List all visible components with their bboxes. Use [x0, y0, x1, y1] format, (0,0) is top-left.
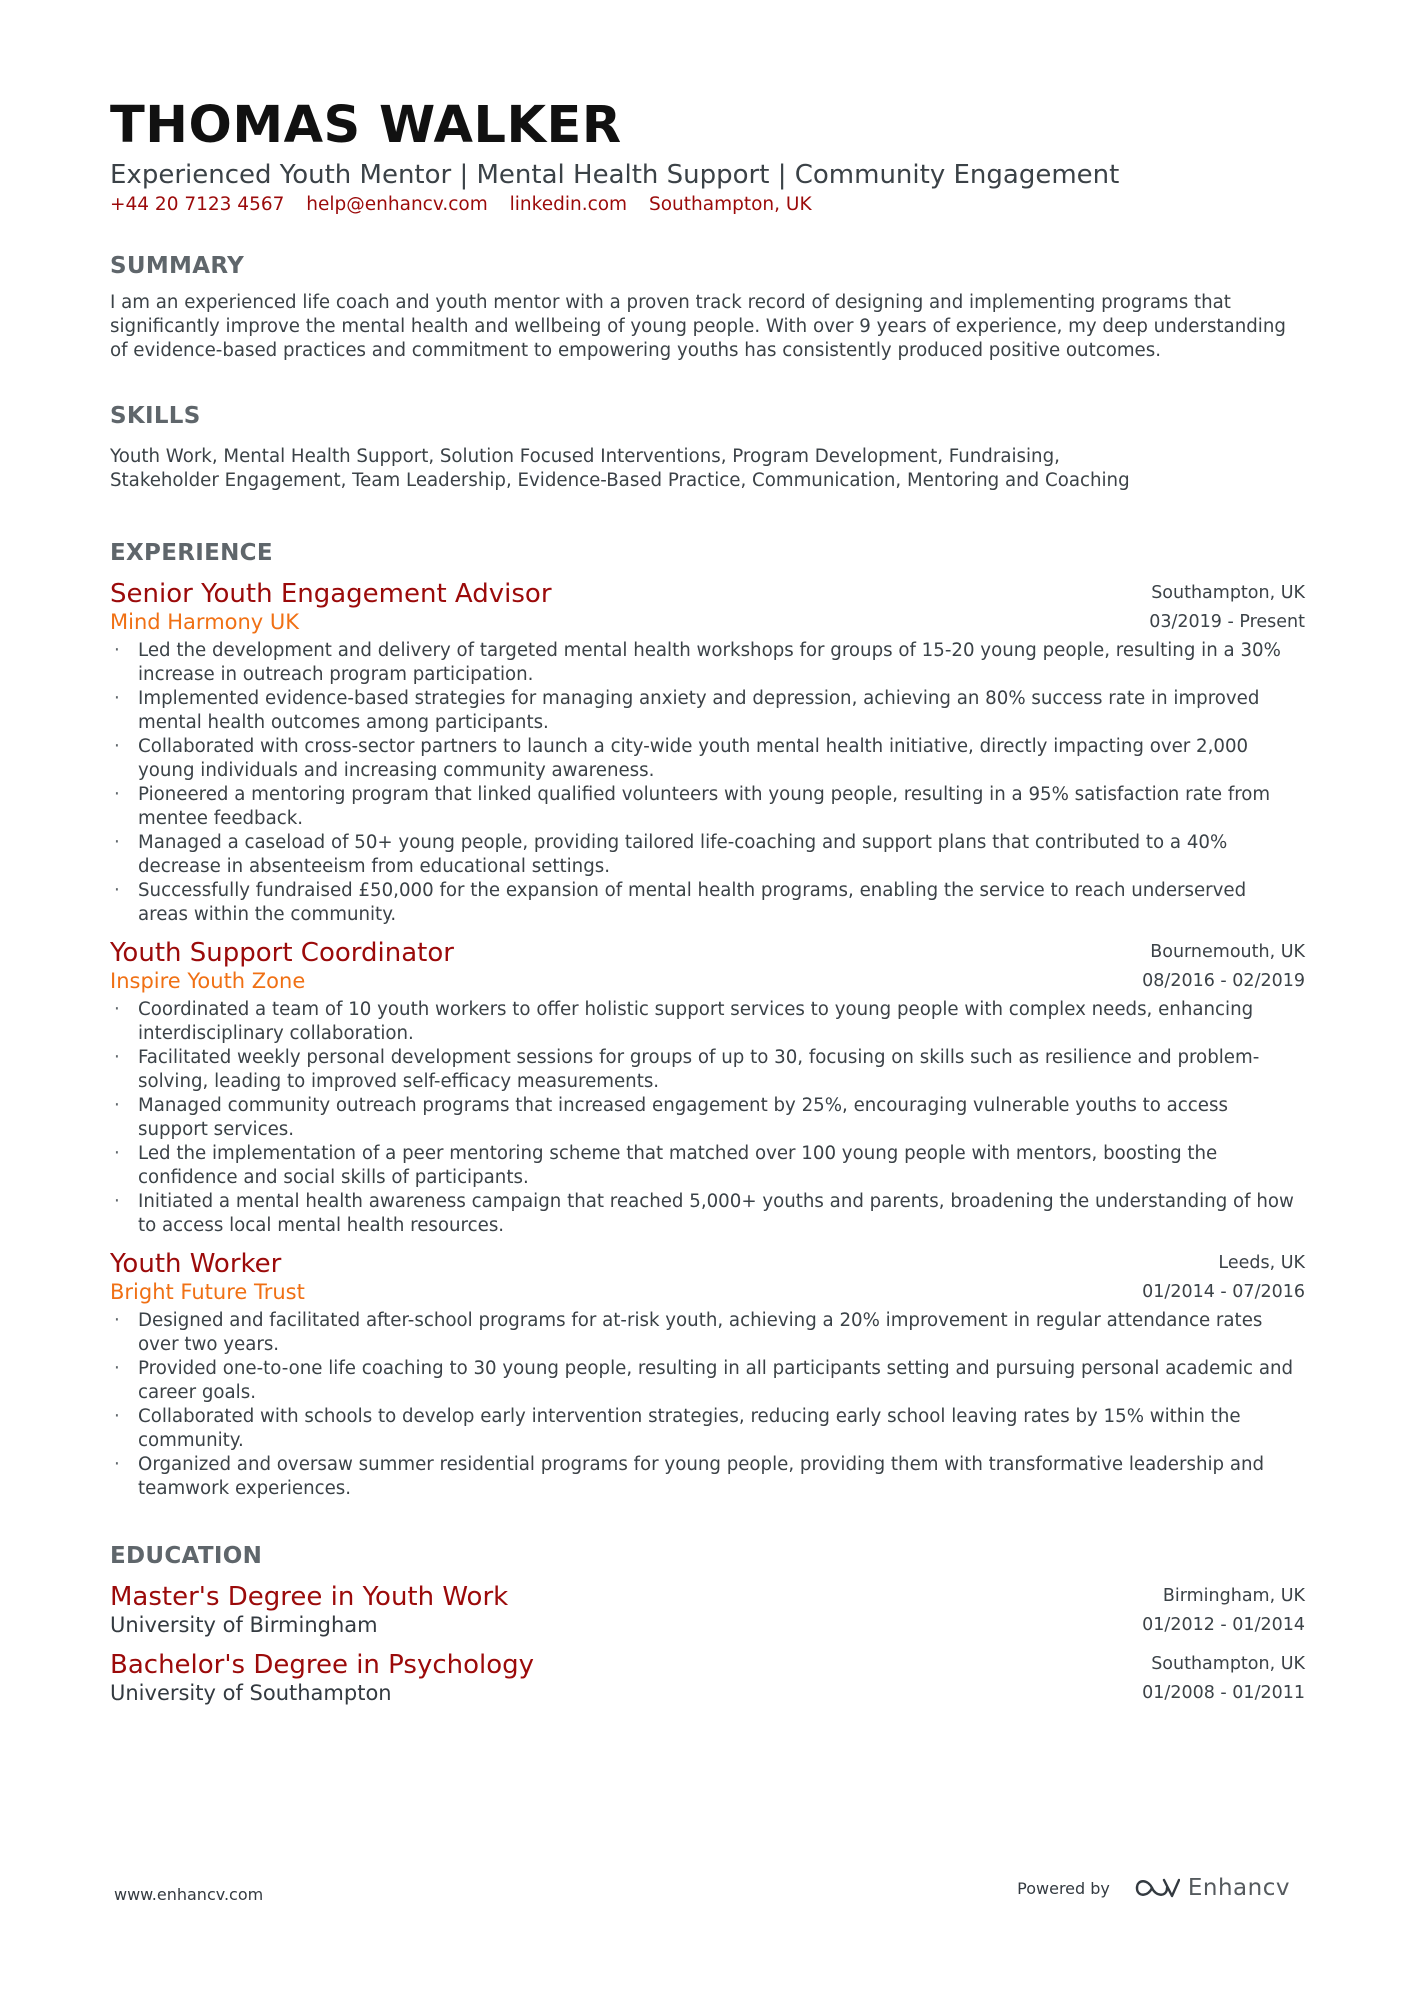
job-location: Southampton, UK [1151, 583, 1305, 603]
job-bullet: · Managed a caseload of 50+ young people, providing tailored life-coaching and support plans that contributed to a 40% decrease in absenteeism from educational settings. [110, 831, 1300, 879]
job-bullet: · Collaborated with schools to develop early intervention strategies, reducing early school leaving rates by 15% within the community. [110, 1405, 1300, 1453]
job-bullets [110, 639, 1305, 927]
education-entry [110, 1581, 1305, 1639]
job-entry [110, 1248, 1305, 1501]
job-dates: 03/2019 - Present [1149, 612, 1305, 632]
education-dates: 01/2008 - 01/2011 [1142, 1683, 1305, 1703]
brand-name: Enhancv [1187, 1875, 1290, 1901]
resume-page [110, 96, 1305, 1707]
job-bullets [110, 998, 1305, 1238]
powered-by-label: Powered by [1017, 1878, 1110, 1898]
contact-linkedin[interactable]: linkedin.com [509, 194, 628, 215]
education-school: University of Southampton [110, 1681, 392, 1705]
job-dates: 08/2016 - 02/2019 [1142, 971, 1305, 991]
contact-location: Southampton, UK [648, 194, 812, 215]
job-location: Bournemouth, UK [1150, 942, 1305, 962]
job-bullet: · Led the implementation of a peer mentoring scheme that matched over 100 young people with mentors, boosting the confidence and social skills of participants. [110, 1142, 1300, 1190]
job-title: Youth Worker [110, 1249, 282, 1279]
job-bullet: · Designed and facilitated after-school programs for at-risk youth, achieving a 20% improvement in regular attendance rates over two years. [110, 1309, 1300, 1357]
experience-heading: EXPERIENCE [110, 540, 273, 566]
education-school: University of Birmingham [110, 1613, 378, 1637]
summary-heading: SUMMARY [110, 253, 245, 279]
education-degree: Bachelor's Degree in Psychology [110, 1650, 535, 1680]
job-bullet: · Facilitated weekly personal development sessions for groups of up to 30, focusing on skills such as resilience and problem-solving, leading to improved self-efficacy measurements. [110, 1046, 1300, 1094]
job-company: Bright Future Trust [110, 1280, 305, 1304]
enhancv-logo[interactable] [1134, 1875, 1290, 1901]
job-bullet: · Provided one-to-one life coaching to 30 young people, resulting in all participants setting and pursuing personal academic and career goals. [110, 1357, 1300, 1405]
job-location: Leeds, UK [1218, 1253, 1305, 1273]
job-bullet: · Collaborated with cross-sector partners to launch a city-wide youth mental health initiative, directly impacting over 2,000 young individuals and increasing community awareness. [110, 735, 1300, 783]
job-dates: 01/2014 - 07/2016 [1142, 1282, 1305, 1302]
contact-line [110, 192, 1305, 218]
footer-website[interactable]: www.enhancv.com [114, 1885, 264, 1904]
job-bullets [110, 1309, 1305, 1501]
job-bullet: · Led the development and delivery of targeted mental health workshops for groups of 15-20 young people, resulting in a 30% increase in outreach program participation. [110, 639, 1300, 687]
job-bullet: · Initiated a mental health awareness campaign that reached 5,000+ youths and parents, broadening the understanding of how to access local mental health resources. [110, 1190, 1300, 1238]
job-bullet: · Managed community outreach programs that increased engagement by 25%, encouraging vulnerable youths to access support services. [110, 1094, 1300, 1142]
job-entry [110, 937, 1305, 1238]
contact-email[interactable]: help@enhancv.com [306, 194, 488, 215]
enhancv-logo-icon [1134, 1875, 1180, 1901]
skills-line: Youth Work, Mental Health Support, Solution Focused Interventions, Program Development, Fundraising, [110, 446, 1060, 467]
education-dates: 01/2012 - 01/2014 [1142, 1615, 1305, 1635]
skills-line: Stakeholder Engagement, Team Leadership, Evidence-Based Practice, Communication, Mentoring and Coaching [110, 470, 1130, 491]
skills-heading: SKILLS [110, 403, 201, 429]
education-location: Birmingham, UK [1162, 1586, 1305, 1606]
education-heading: EDUCATION [110, 1543, 263, 1569]
job-title: Senior Youth Engagement Advisor [110, 579, 552, 609]
candidate-name: THOMAS WALKER [110, 96, 622, 155]
job-bullet: · Implemented evidence-based strategies for managing anxiety and depression, achieving an 80% success rate in improved mental health outcomes among participants. [110, 687, 1300, 735]
job-bullet: · Organized and oversaw summer residential programs for young people, providing them with transformative leadership and teamwork experiences. [110, 1453, 1300, 1501]
candidate-tagline: Experienced Youth Mentor | Mental Health Support | Community Engagement [110, 160, 1120, 190]
job-bullet: · Coordinated a team of 10 youth workers to offer holistic support services to young people with complex needs, enhancing interdisciplinary collaboration. [110, 998, 1300, 1046]
job-company: Inspire Youth Zone [110, 969, 306, 993]
job-bullet: · Pioneered a mentoring program that linked qualified volunteers with young people, resulting in a 95% satisfaction rate from mentee feedback. [110, 783, 1300, 831]
footer-branding [1017, 1875, 1290, 1901]
skills-list [110, 445, 1305, 493]
contact-phone[interactable]: +44 20 7123 4567 [110, 194, 285, 215]
job-entry [110, 578, 1305, 927]
job-company: Mind Harmony UK [110, 610, 300, 634]
education-location: Southampton, UK [1151, 1654, 1305, 1674]
summary-text: I am an experienced life coach and youth mentor with a proven track record of designing and implementing programs that significantly improve the mental health and wellbeing of young people. With over 9 years of experience, my deep understanding of evidence-based practices and commitment to empowering youths has consistently produced positive outcomes. [110, 292, 1286, 361]
job-title: Youth Support Coordinator [110, 938, 454, 968]
education-entry [110, 1649, 1305, 1707]
job-bullet: · Successfully fundraised £50,000 for the expansion of mental health programs, enabling the service to reach underserved areas within the community. [110, 879, 1300, 927]
education-degree: Master's Degree in Youth Work [110, 1582, 509, 1612]
